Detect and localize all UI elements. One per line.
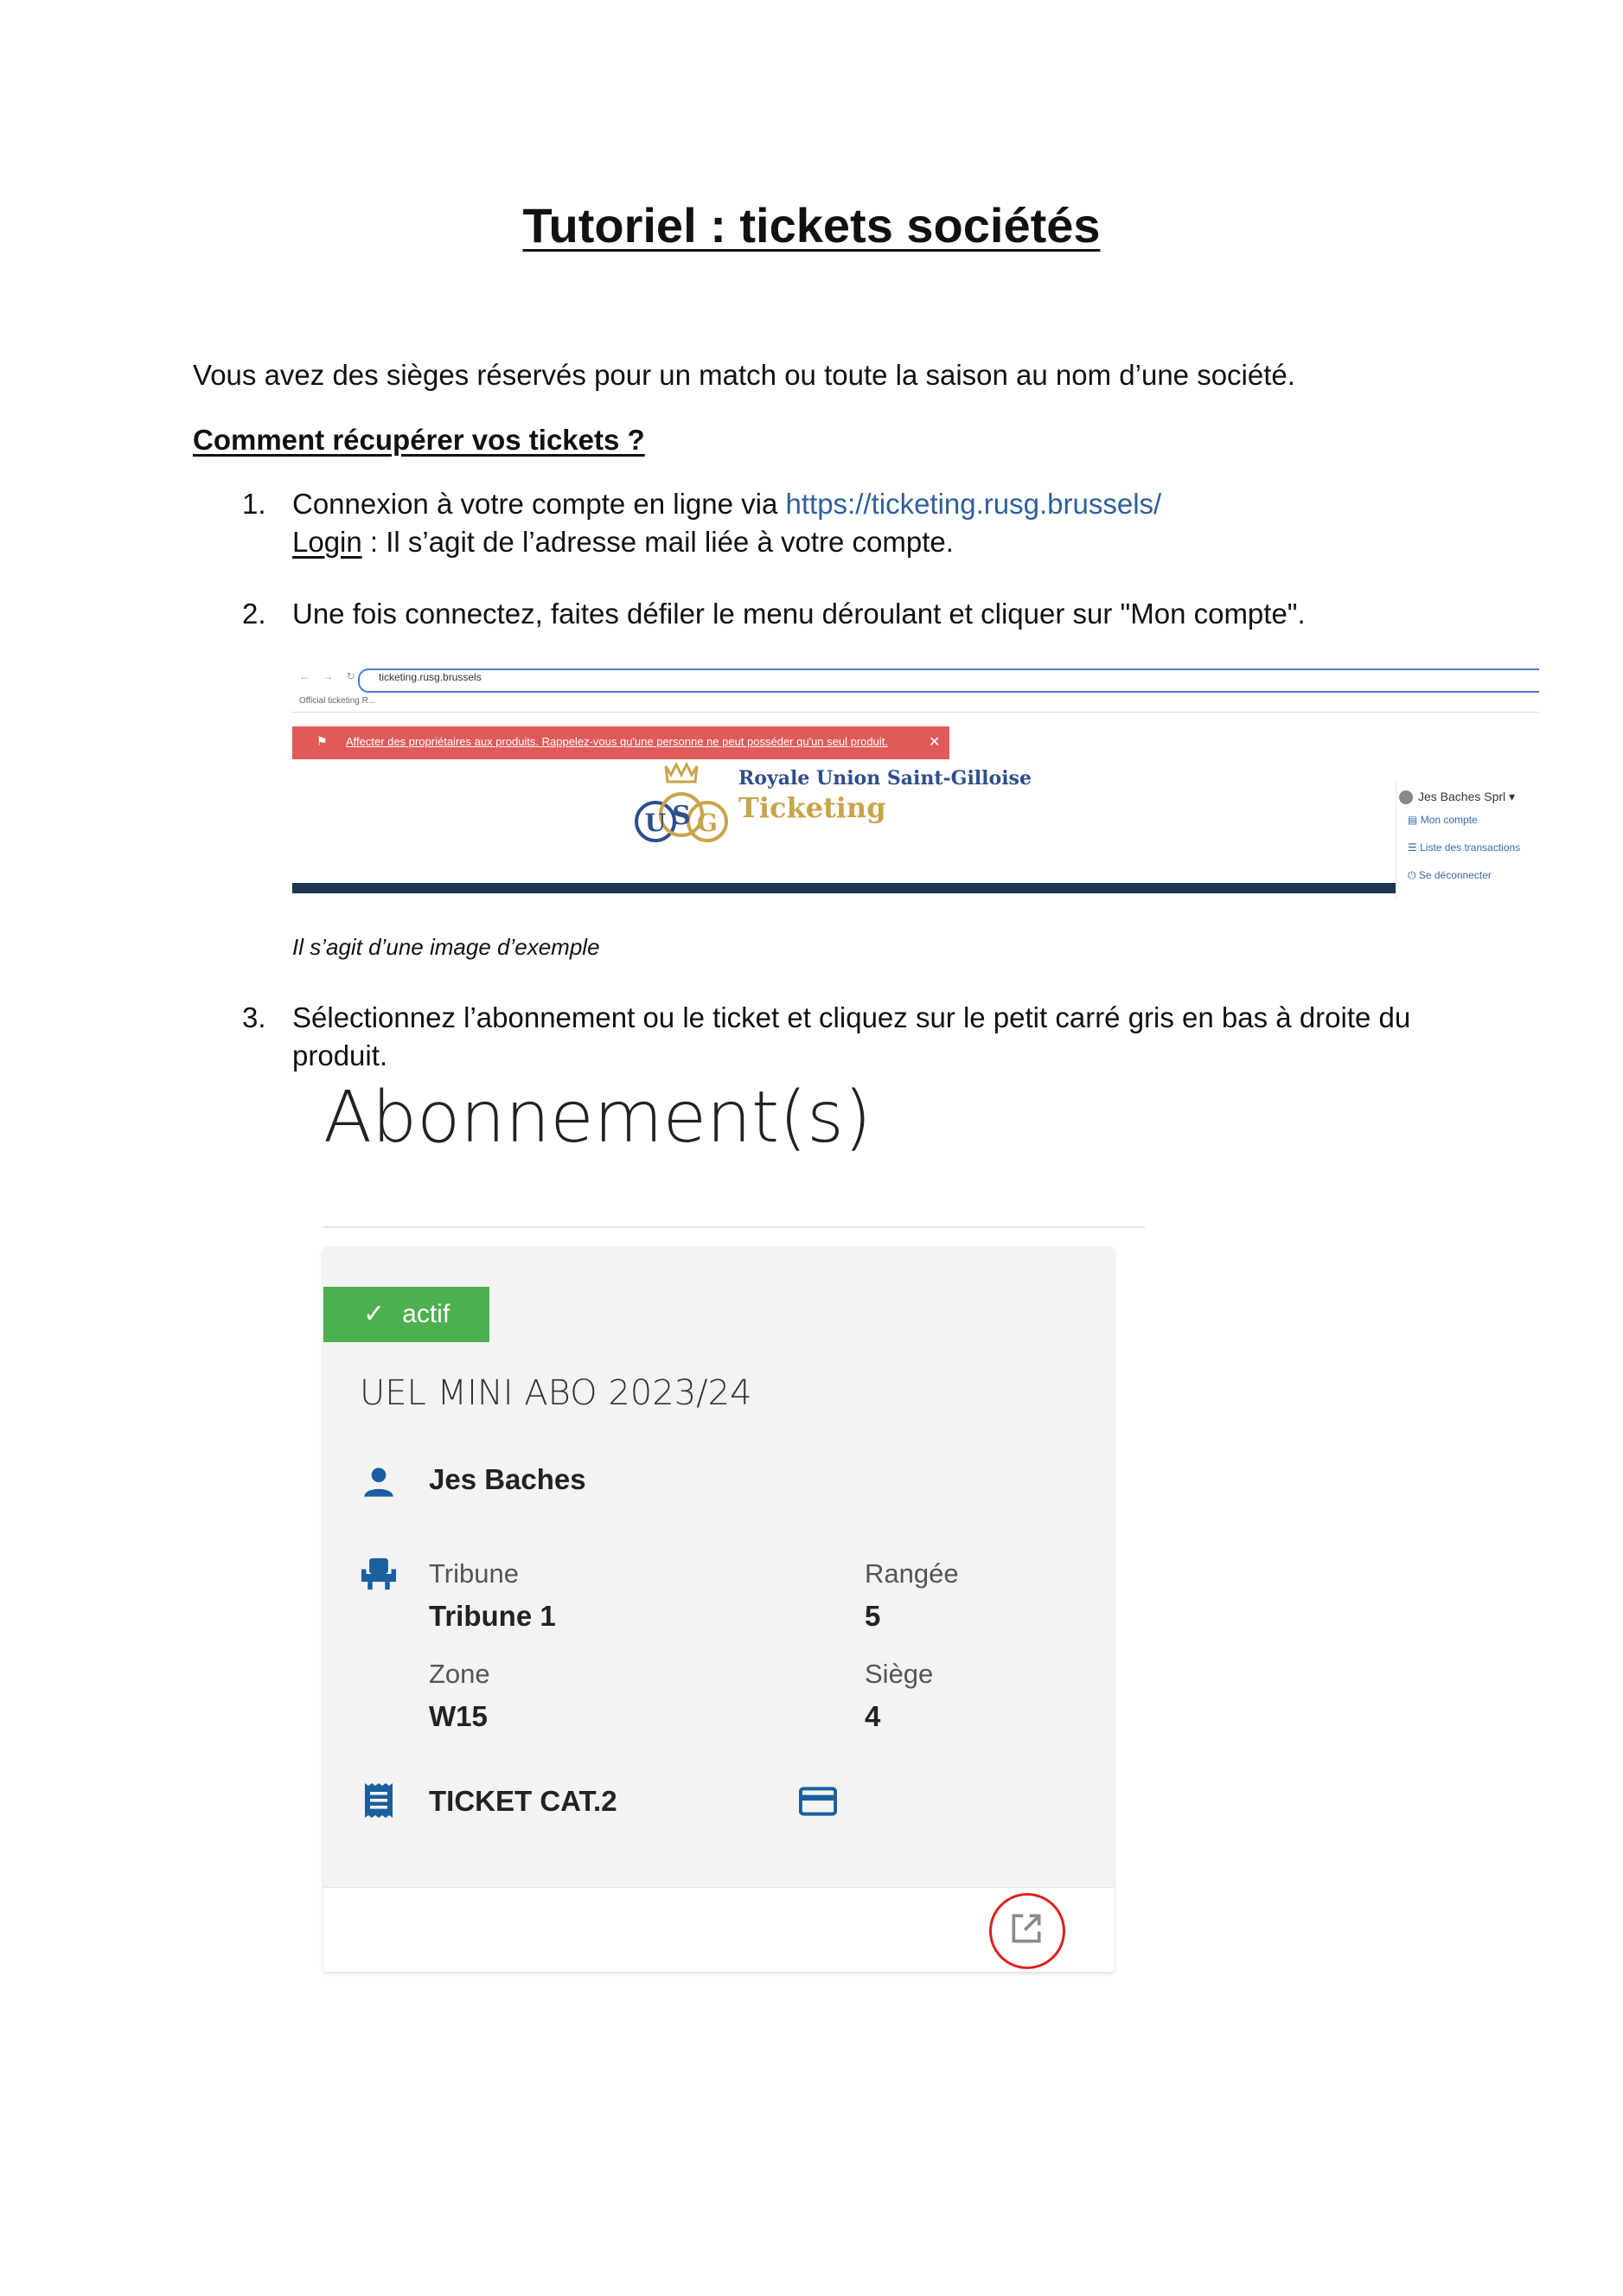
zone-value: W15 bbox=[429, 1700, 488, 1732]
holder-name: Jes Baches bbox=[429, 1463, 586, 1495]
power-icon: ⏻ bbox=[1408, 869, 1416, 881]
account-card-icon: ▤ bbox=[1408, 814, 1418, 826]
status-label: actif bbox=[402, 1300, 450, 1328]
step-2-number: 2. bbox=[242, 598, 266, 630]
subscription-card[interactable] bbox=[323, 1247, 1114, 1972]
step-1-lead: Connexion à votre compte en ligne via bbox=[292, 488, 786, 520]
step-1-login bbox=[292, 523, 954, 561]
step-3-number: 3. bbox=[242, 1001, 266, 1033]
tribune-label: Tribune bbox=[429, 1558, 519, 1589]
credit-card-icon bbox=[799, 1787, 837, 1816]
siege-value: 4 bbox=[865, 1700, 881, 1732]
heading-divider bbox=[323, 1226, 1145, 1228]
image-caption: Il s’agit d’une image d’exemple bbox=[292, 934, 600, 960]
rangee-label: Rangée bbox=[865, 1558, 959, 1589]
rangee-value: 5 bbox=[865, 1600, 881, 1632]
login-text: : Il s’agit de l’adresse mail liée à votre compte. bbox=[361, 526, 954, 558]
tribune-value: Tribune 1 bbox=[429, 1600, 556, 1632]
menu-item-label: Mon compte bbox=[1420, 814, 1478, 826]
seat-icon bbox=[360, 1557, 398, 1591]
menu-item-mon-compte[interactable] bbox=[1408, 814, 1478, 826]
usg-logo-icon bbox=[633, 759, 730, 854]
browser-bookmark: Official ticketing R... bbox=[299, 696, 376, 706]
step-3-text-line1: Sélectionnez l’abonnement ou le ticket et cliquez sur le petit carré gris en bas à droite du bbox=[292, 1001, 1411, 1033]
subscriptions-heading: Abonnement(s) bbox=[323, 1077, 872, 1159]
browser-divider bbox=[292, 712, 1539, 713]
step-3-text-line2: produit. bbox=[292, 1039, 388, 1071]
owner-alert-banner bbox=[292, 726, 949, 759]
menu-item-label: Se déconnecter bbox=[1418, 869, 1492, 881]
svg-text:U: U bbox=[644, 809, 667, 837]
section-heading: Comment récupérer vos tickets ? bbox=[193, 424, 645, 456]
brand-ticketing: Ticketing bbox=[738, 791, 886, 824]
browser-url: ticketing.rusg.brussels bbox=[379, 671, 482, 683]
menu-item-label: Liste des transactions bbox=[1420, 841, 1521, 854]
check-icon: ✓ bbox=[363, 1300, 386, 1328]
close-icon: ✕ bbox=[929, 735, 941, 750]
ticketing-link[interactable]: https://ticketing.rusg.brussels/ bbox=[785, 488, 1162, 520]
intro-paragraph: Vous avez des sièges réservés pour un match ou toute la saison au nom d’une société. bbox=[193, 359, 1295, 391]
browser-nav-icons: ← → ↻ bbox=[299, 670, 361, 682]
brand-club-name: Royale Union Saint-Gilloise bbox=[738, 767, 1032, 790]
list-icon: ☰ bbox=[1408, 841, 1417, 854]
card-footer bbox=[323, 1887, 1114, 1972]
step-1-text bbox=[292, 485, 1161, 523]
person-icon bbox=[361, 1465, 396, 1500]
alert-flag-icon: ⚑ bbox=[316, 734, 328, 748]
account-user-name: Jes Baches Sprl bbox=[1418, 790, 1506, 803]
ticket-type: TICKET CAT.2 bbox=[429, 1785, 617, 1817]
svg-text:G: G bbox=[697, 809, 718, 837]
browser-address-bar bbox=[358, 668, 1539, 693]
zone-label: Zone bbox=[429, 1659, 490, 1689]
step-1-number: 1. bbox=[242, 488, 266, 520]
highlight-circle bbox=[989, 1893, 1065, 1969]
alert-message: Affecter des propriétaires aux produits. Rappelez-vous qu'une personne ne peut posséder qu'un seul produit. bbox=[346, 735, 888, 748]
avatar bbox=[1399, 790, 1413, 804]
status-badge bbox=[323, 1287, 489, 1342]
account-user[interactable]: Jes Baches Sprl ▾ bbox=[1399, 790, 1515, 804]
receipt-icon bbox=[363, 1781, 394, 1820]
step-2-text: Une fois connectez, faites défiler le menu déroulant et cliquer sur "Mon compte". bbox=[292, 598, 1306, 630]
svg-text:S: S bbox=[672, 801, 691, 831]
product-name: UEL MINI ABO 2023/24 bbox=[360, 1373, 752, 1413]
ticketing-header-screenshot bbox=[292, 660, 1539, 898]
login-label: Login bbox=[292, 526, 362, 558]
document-title: Tutoriel : tickets sociétés bbox=[522, 198, 1101, 253]
menu-item-logout[interactable] bbox=[1408, 869, 1492, 882]
menu-item-transactions[interactable] bbox=[1408, 841, 1520, 854]
site-navbar bbox=[292, 883, 1399, 893]
siege-label: Siège bbox=[865, 1659, 934, 1689]
